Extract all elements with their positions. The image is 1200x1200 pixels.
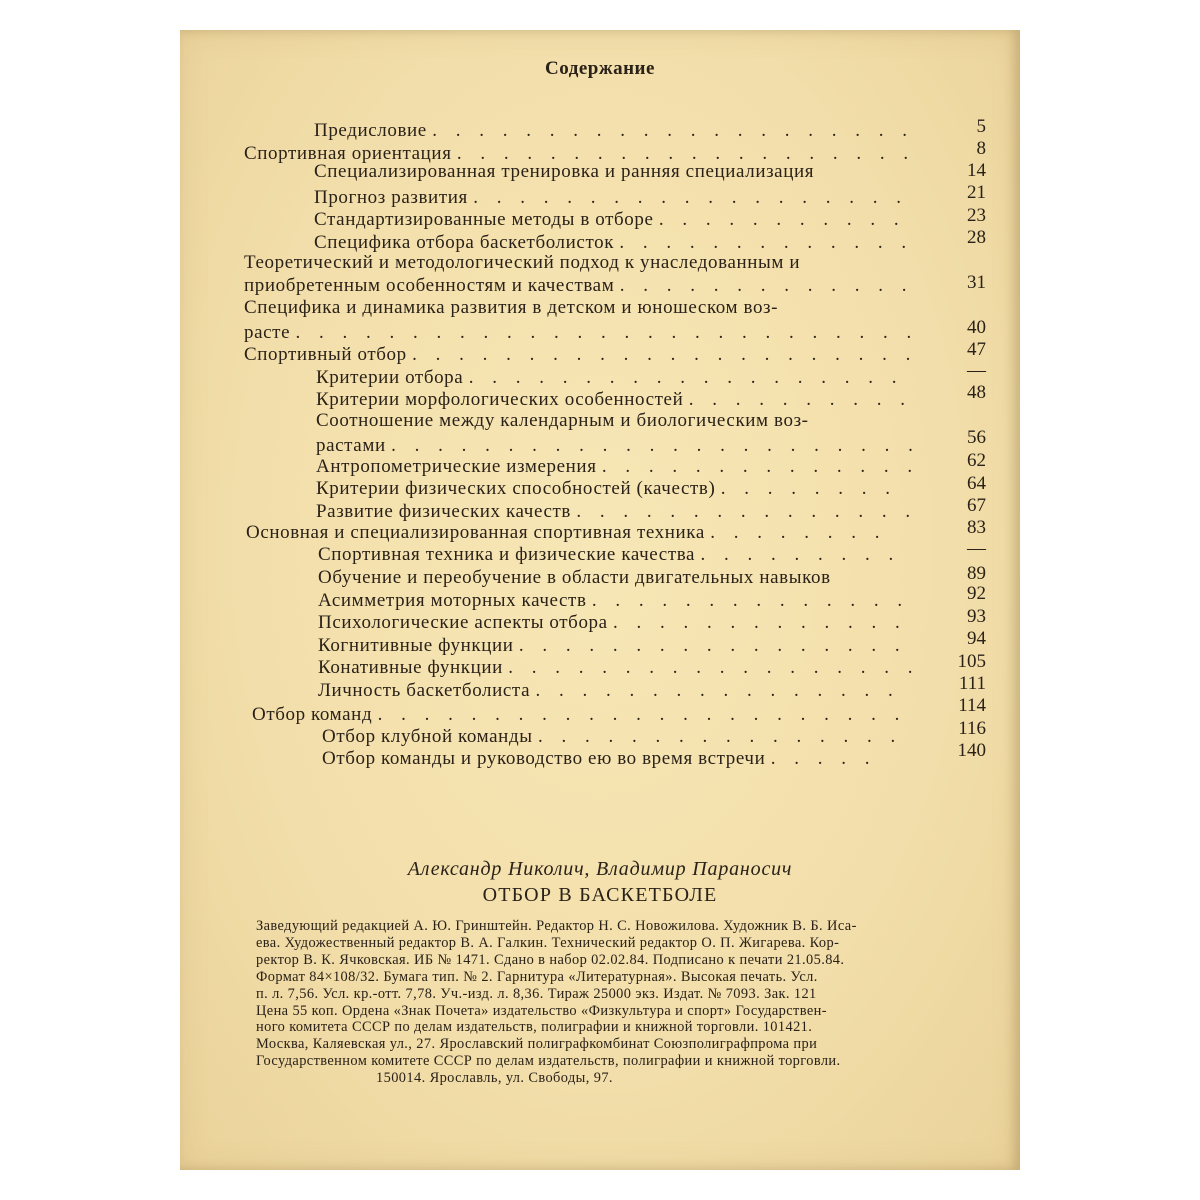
toc-page-number: 114: [958, 695, 986, 716]
toc-leader: . . . . . . . . . . . . . . . . . . . . . .: [412, 344, 918, 365]
colophon: [256, 918, 976, 1087]
toc-entry-text: Отбор команды и руководство ею во время встречи: [322, 748, 766, 769]
toc-entry-text: Критерии морфологических особенностей: [316, 389, 684, 410]
toc-page-number: 48: [967, 382, 986, 403]
toc-entry: [244, 322, 918, 344]
toc-entry-text: Специализированная тренировка и ранняя специализация: [314, 161, 815, 182]
toc-entry: [316, 435, 920, 457]
toc-page-number: 64: [967, 473, 986, 494]
toc-leader: . . . . . . . . . . . . . . .: [576, 501, 918, 522]
toc-entry-text: Специфика и динамика развития в детском и юношеском воз-: [244, 297, 779, 318]
toc-entry: [318, 635, 907, 657]
toc-entry: [244, 344, 917, 366]
toc-leader: . . . . . . . . . . . . . . . . .: [518, 635, 907, 656]
colophon-line: 150014. Ярославль, ул. Свободы, 97.: [376, 1070, 613, 1087]
toc-leader: . . . . . . . . . . . . . . . . . . . . . . .: [377, 704, 907, 725]
toc-page-number: 47: [967, 339, 986, 360]
toc-entry-text: Асимметрия моторных качеств: [318, 590, 587, 611]
toc-leader: . . . . . . . . . . . . .: [619, 232, 914, 253]
colophon-line: п. л. 7,56. Усл. кр.-отт. 7,78. Уч.-изд. л. 8,36. Тираж 25000 экз. Издат. № 7093. Зак. 121: [256, 985, 817, 1002]
toc-leader: . . . . . . . . . . . . .: [613, 612, 907, 633]
toc-entry: [314, 161, 814, 183]
toc-leader: . . . . . . . .: [720, 478, 898, 499]
toc-leader: . . . . . . . . . . . . . . . . . . . . . . .: [391, 435, 920, 456]
colophon-line: Формат 84×108/32. Бумага тип. № 2. Гарнитура «Литературная». Высокая печать. Усл.: [256, 968, 818, 985]
colophon-line: Москва, Каляевская ул., 27. Ярославский полиграфкомбинат Союзполиграфпрома при: [256, 1036, 818, 1053]
toc-entry-text: Предисловие: [314, 120, 427, 141]
toc-page-number: 67: [967, 495, 986, 516]
book-title: ОТБОР В БАСКЕТБОЛЕ: [482, 884, 718, 906]
toc-entry-text: Специфика отбора баскетболисток: [314, 232, 615, 253]
toc-entry-text: Спортивная ориентация: [244, 143, 452, 164]
toc-page-number: 31: [967, 272, 986, 293]
toc-entry: [316, 501, 917, 523]
toc-page-number: 21: [967, 182, 986, 203]
toc-page-number: 56: [967, 427, 986, 448]
toc-leader: . . . . . . . . . . . . . . . .: [537, 726, 903, 747]
toc-page-number: —: [967, 360, 986, 381]
toc-entry-text: расте: [244, 322, 291, 343]
toc-entry: [316, 456, 919, 478]
toc-page-number: 14: [967, 160, 986, 181]
toc-entry-text: Критерии отбора: [316, 367, 464, 388]
toc-page-number: 5: [976, 116, 986, 137]
toc-leader: . . . . . . . . . . . . . .: [591, 590, 910, 611]
toc-entry-text: Спортивная техника и физические качества: [318, 544, 696, 565]
toc-entry: [314, 120, 914, 142]
toc-entry-text: Когнитивные функции: [318, 635, 514, 656]
toc-entry: [314, 209, 906, 231]
toc-page-number: 28: [967, 227, 986, 248]
toc-page-number: 116: [958, 718, 986, 739]
toc-entry: [318, 590, 909, 612]
toc-page-number: 94: [967, 628, 986, 649]
toc-entry-text: Обучение и переобучение в области двигательных навыков: [318, 567, 831, 588]
toc-leader: . . . . . . . . . . . . . . . . . . . .: [456, 143, 916, 164]
toc-entry-text: Личность баскетболиста: [318, 680, 531, 701]
toc-page-number: —: [967, 538, 986, 559]
toc-leader: . . . . . . . . . . . . . . . . . . .: [468, 367, 904, 388]
toc-entry-text: Стандартизированные методы в отборе: [314, 209, 654, 230]
toc-page-number: 93: [967, 606, 986, 627]
toc-entry: [318, 544, 900, 566]
colophon-line: ева. Художественный редактор В. А. Галкин. Технический редактор О. П. Жигарева. Кор-: [256, 934, 840, 951]
toc-entry-text: Развитие физических качеств: [316, 501, 571, 522]
colophon-line: Государственном комитете СССР по делам издательств, полиграфии и книжной торговли.: [256, 1053, 841, 1070]
toc-leader: . . . . . . . . . . . . . . . .: [535, 680, 900, 701]
toc-entry: [316, 410, 809, 432]
toc-leader: . . . . . . . . .: [700, 544, 901, 565]
book-authors: Александр Николич, Владимир Параносич: [407, 858, 793, 880]
toc-page-number: 83: [967, 517, 986, 538]
toc-entry: [244, 297, 778, 319]
toc-page-number: 111: [958, 673, 986, 694]
toc-entry-text: Основная и специализированная спортивная техника: [246, 522, 705, 543]
colophon-line: ректор В. К. Ячковская. ИБ № 1471. Сдано в набор 02.02.84. Подписано к печати 21.05.84.: [256, 951, 845, 968]
toc-page-number: 8: [976, 138, 986, 159]
toc-page-number: 62: [967, 450, 986, 471]
toc-leader: . . . . . . . . . . .: [658, 209, 906, 230]
toc-entry: [246, 522, 887, 544]
toc-entry: [318, 567, 831, 589]
toc-entry-text: Антропометрические измерения: [316, 456, 597, 477]
toc-entry-text: Соотношение между календарным и биологическим воз-: [316, 410, 809, 431]
toc-entry: [252, 704, 906, 726]
toc-entry-text: Отбор клубной команды: [322, 726, 533, 747]
book-page: [180, 30, 1020, 1170]
toc-entry-text: Прогноз развития: [314, 187, 468, 208]
toc-leader: . . . . . . . . . . . . .: [619, 275, 914, 296]
toc-entry-text: Критерии физических способностей (качеств): [316, 478, 716, 499]
toc-leader: . . . . . . . . . . . . . .: [601, 456, 920, 477]
toc-entry: [318, 680, 900, 702]
toc-leader: . . . . . . . . . . . . . . . . . . . . .: [432, 120, 914, 141]
toc-page-number: 40: [967, 317, 986, 338]
toc-leader: . . . . . . . . . . . . . . . . . .: [508, 657, 920, 678]
toc-entry-text: растами: [316, 435, 386, 456]
toc-entry: [316, 367, 903, 389]
toc-entry-text: Отбор команд: [252, 704, 373, 725]
toc-entry: [244, 275, 913, 297]
toc-page-number: 89: [967, 563, 986, 584]
toc-entry-text: Спортивный отбор: [244, 344, 407, 365]
toc-entry: [322, 726, 902, 748]
toc-page-number: 23: [967, 205, 986, 226]
toc-entry: [322, 748, 876, 770]
toc-leader: . . . . .: [770, 748, 877, 769]
toc-entry: [318, 612, 907, 634]
toc-entry: [314, 187, 908, 209]
toc-leader: . . . . . . . . . . . . . . . . . . . . . . . . . . .: [295, 322, 919, 343]
toc-entry-text: приобретенным особенностям и качествам: [244, 275, 615, 296]
toc-entry-text: Теоретический и методологический подход к унаследованным и: [244, 252, 801, 273]
toc-leader: . . . . . . . .: [710, 522, 887, 543]
toc-entry: [318, 657, 920, 679]
toc-entry: [244, 252, 800, 274]
page-title: Содержание: [545, 58, 655, 79]
toc-entry: [316, 389, 912, 411]
toc-page-number: 92: [967, 583, 986, 604]
colophon-line: Заведующий редакцией А. Ю. Гринштейн. Редактор Н. С. Новожилова. Художник В. Б. Иса-: [256, 918, 857, 934]
toc-entry: [316, 478, 897, 500]
toc-page-number: 105: [957, 651, 986, 672]
toc-entry-text: Психологические аспекты отбора: [318, 612, 608, 633]
toc-leader: . . . . . . . . . . . . . . . . . . .: [473, 187, 908, 208]
colophon-line: Цена 55 коп. Ордена «Знак Почета» издательство «Физкультура и спорт» Государствен-: [256, 1002, 827, 1019]
toc-page-number: 140: [957, 740, 986, 761]
colophon-line: ного комитета СССР по делам издательств, полиграфии и книжной торговли. 101421.: [256, 1019, 813, 1036]
toc-entry-text: Конативные функции: [318, 657, 503, 678]
toc-entry: [314, 232, 913, 254]
toc-leader: . . . . . . . . . .: [688, 389, 912, 410]
